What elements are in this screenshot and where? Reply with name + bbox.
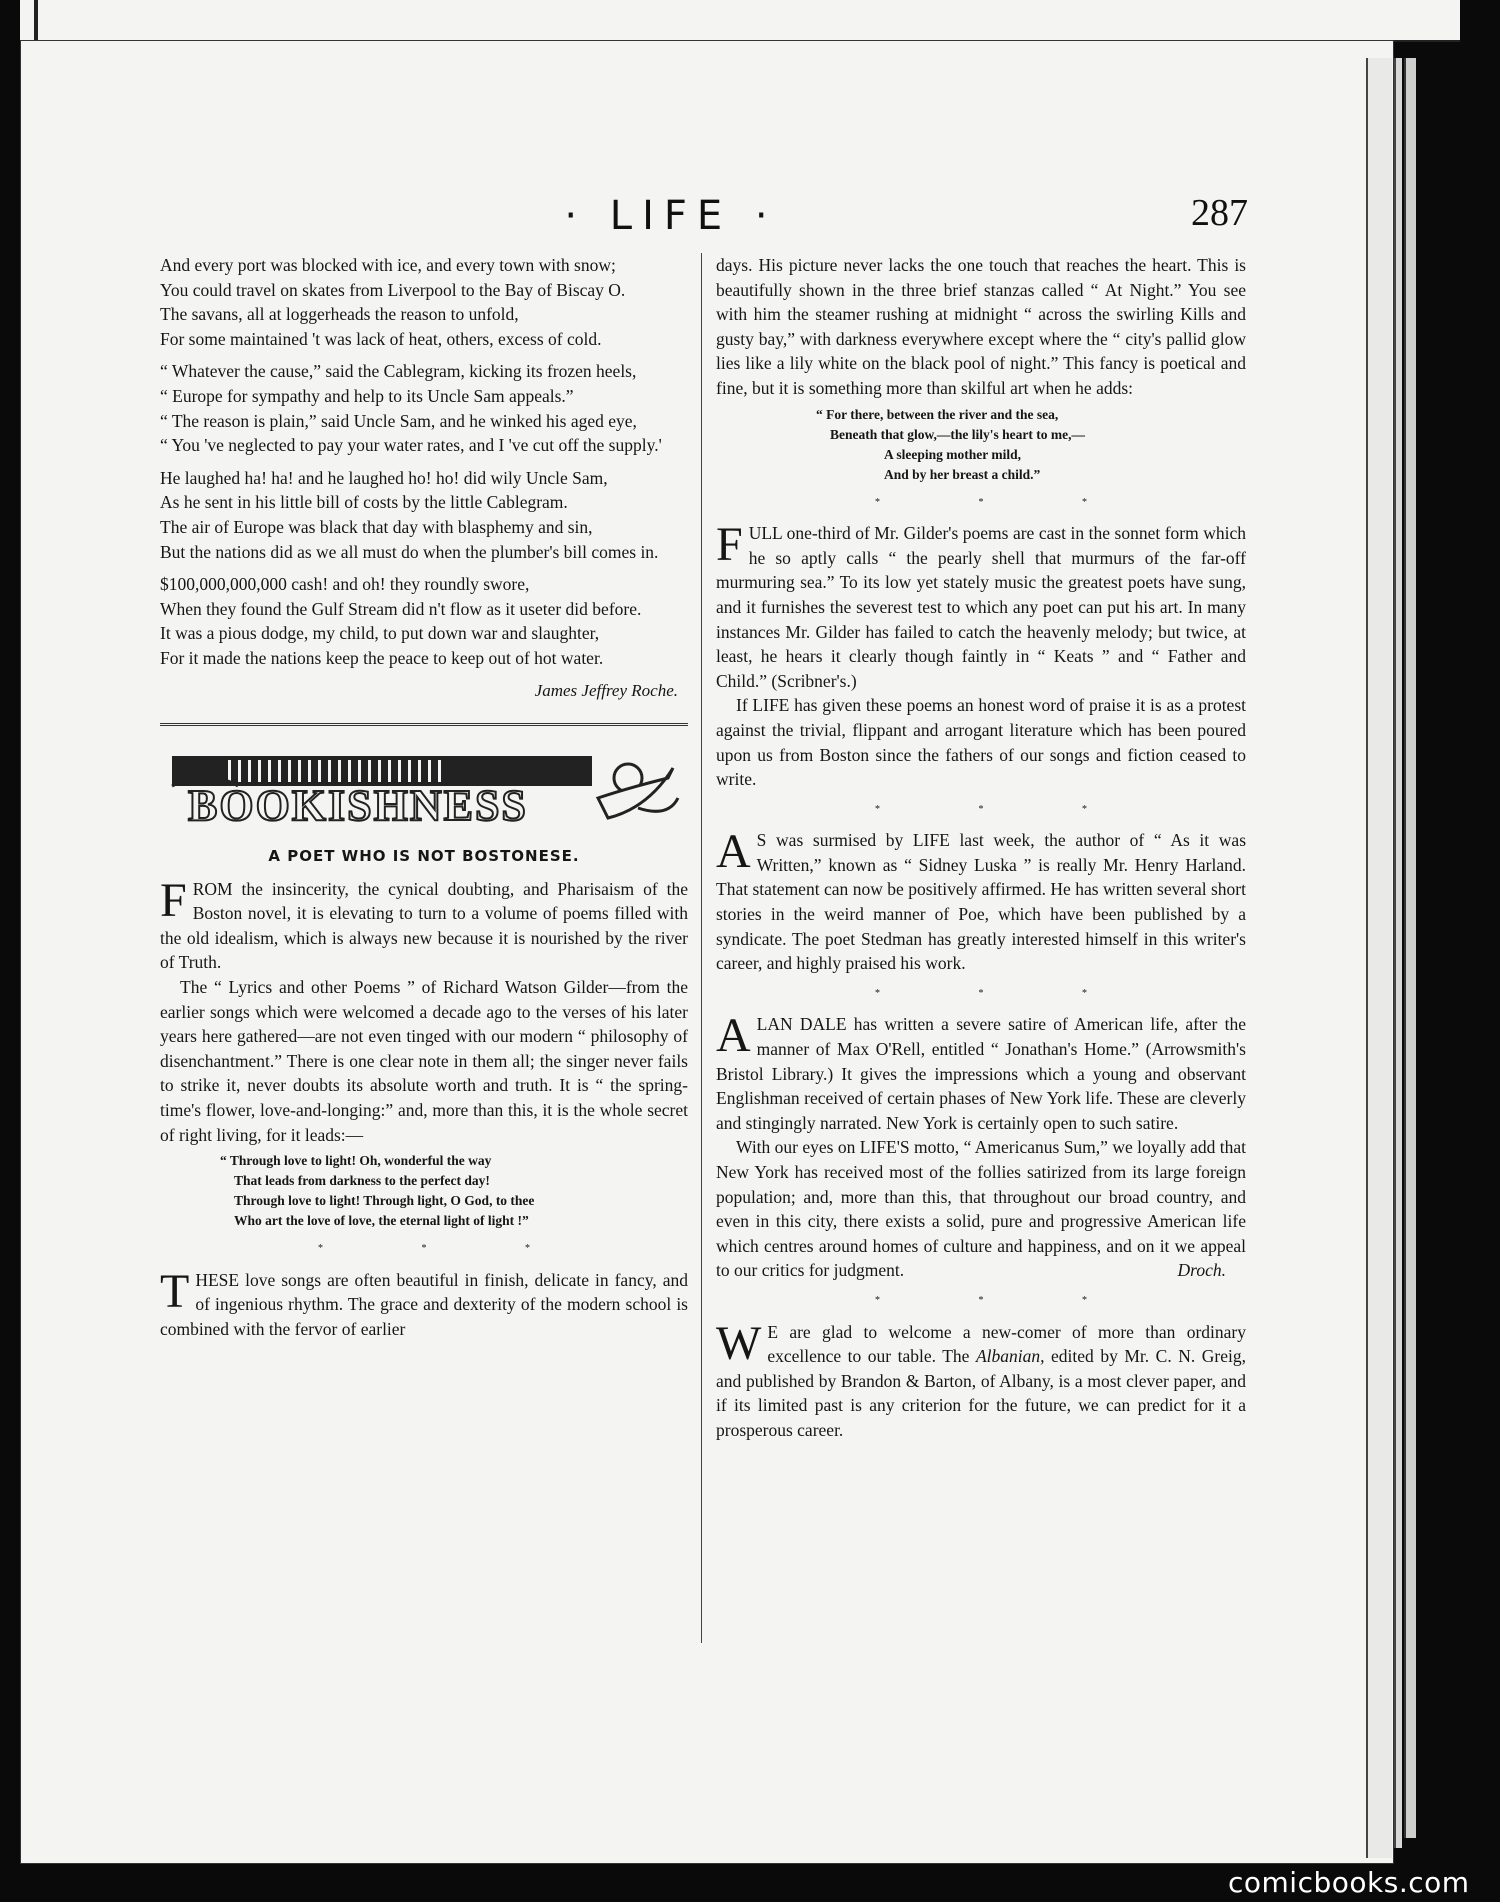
banner-lettering: BOOKISHNESS — [188, 781, 528, 831]
verse-line: A sleeping mother mild, — [884, 446, 1022, 462]
right-column — [716, 253, 1246, 1443]
article-paragraph — [716, 518, 1246, 693]
paragraph-text: S was surmised by LIFE last week, the author of “ As it was Written,” known as “ Sidney Luska ” is really Mr. Henry Harland. That statement can now be positively affirmed. He has written several short stories in the weird manner of Poe, which have been published by a syndicate. The poet Stedman has greatly interested himself in this writer's career, and highly praised his work. — [716, 830, 1246, 974]
paragraph-text: ULL one-third of Mr. Gilder's poems are cast in the sonnet form which he so aptly calls “ the pearly shell that murmurs of the far-off murmuring sea.” To its low yet stately music the greatest poets have sung, and it furnishes the severest test to which any poet can put his art. In many instances Mr. Gilder has failed to catch the heavenly melody; but twice, at least, he hears it clearly though faintly in “ Keats ” and “ Father and Child.” (Scribner's.) — [716, 523, 1246, 691]
page-number: 287 — [1191, 192, 1248, 234]
article-paragraph — [716, 1009, 1246, 1135]
drop-cap: A — [716, 825, 751, 879]
verse-line: “ For there, between the river and the sea, — [816, 406, 1059, 422]
section-stars: * * * — [875, 987, 1135, 999]
paragraph-text: ROM the insincerity, the cynical doubting, and Pharisaism of the Boston novel, it is elevating to turn to a volume of poems filled with the old idealism, which is always new because it is nourished by the river of Truth. — [160, 878, 688, 973]
scan-top-edge-mark — [34, 0, 38, 40]
verse-line: That leads from darkness to the perfect day! — [234, 1173, 490, 1189]
article-title: A POET WHO IS NOT BOSTONESE. — [268, 847, 580, 866]
poem-stanza — [160, 466, 688, 564]
poem-line: When they found the Gulf Stream did n't flow as it useter did before. — [160, 598, 642, 619]
verse-line: Through love to light! Through light, O God, to thee — [234, 1193, 535, 1209]
poem-line: And every port was blocked with ice, and every town with snow; — [160, 255, 616, 275]
page-edge — [1366, 58, 1392, 1858]
poem — [160, 253, 688, 703]
poem-line: The air of Europe was black that day with blasphemy and sin, — [160, 516, 593, 537]
verse-line: Beneath that glow,—the lily's heart to me,— — [830, 426, 1085, 442]
article-paragraph: days. His picture never lacks the one touch that reaches the heart. This is beautifully shown in the three brief stanzas called “ At Night.” You see with him the steamer rushing at midnight “ across the swirling Kills and gusty bay,” with darkness everywhere except where the “ city's pallid glow lies like a lily white on the black pool of night.” This fancy is poetical and fine, but it is something more than skilful art when he adds: — [716, 255, 1246, 398]
page-edge — [1394, 58, 1402, 1848]
column-divider — [701, 253, 702, 1643]
drop-cap: T — [160, 1264, 190, 1318]
paragraph-text: With our eyes on LIFE'S motto, “ Americanus Sum,” we loyally add that New York has received most of the follies satirized from its large foreign population; and, more than this, that throughout our broad country, and even in this city, there exists a solid, pure and progressive American life which centres around homes of culture and happiness, and on it we appeal to our critics for judgment. — [716, 1137, 1246, 1281]
poem-line: “ Europe for sympathy and help to its Uncle Sam appeals.” — [160, 385, 574, 406]
poem-line: $100,000,000,000 cash! and oh! they roundly swore, — [160, 574, 530, 595]
section-stars: * * * — [875, 803, 1135, 815]
article-paragraph: If LIFE has given these poems an honest word of praise it is as a protest against the trivial, flippant and arrogant literature which has been poured upon us from Boston since the fathers of our songs and fiction ceased to write. — [716, 695, 1246, 790]
verse-line: Who art the love of love, the eternal light of light !” — [234, 1213, 529, 1229]
paragraph-text: HESE love songs are often beautiful in finish, delicate in fancy, and of ingenious rhythm. The grace and dexterity of the modern school is combined with the fervor of earlier — [160, 1269, 688, 1339]
masthead: · LIFE · — [564, 193, 778, 239]
drop-cap: F — [160, 873, 187, 927]
drop-cap: F — [716, 518, 743, 572]
verse-line: And by her breast a child.” — [884, 466, 1041, 482]
scan-top-edge — [20, 0, 1460, 42]
poem-line: He laughed ha! ha! and he laughed ho! ho! did wily Uncle Sam, — [160, 467, 608, 488]
poem-stanza — [160, 253, 688, 351]
publication-name: Albanian, — [975, 1346, 1045, 1367]
article-paragraph: The “ Lyrics and other Poems ” of Richard Watson Gilder—from the earlier songs which were welcomed a decade ago to the verses of his later years here gathered—are not even tinged with our modern “ philosophy of disenchantment.” There is one clear note in them all; the singer never fails to strike it, never doubts its absolute worth and truth. It is “ the spring-time's flower, love-and-longing:” and, more than this, it is the whole secret of right living, for it leads:— — [160, 977, 688, 1145]
article-paragraph — [716, 1135, 1246, 1283]
page-edge — [1404, 58, 1416, 1838]
poem-line: For some maintained 't was lack of heat, others, excess of cold. — [160, 328, 602, 349]
poem-line: But the nations did as we all must do when the plumber's bill comes in. — [160, 541, 659, 562]
drop-cap: W — [716, 1316, 762, 1370]
poem-line: The savans, all at loggerheads the reason to unfold, — [160, 304, 519, 325]
paragraph-text: E are glad to welcome a new-comer of more than ordinary excellence to our table. The — [767, 1321, 1246, 1367]
bookishness-ornament — [168, 748, 680, 838]
article-paragraph — [716, 825, 1246, 976]
poem-stanza — [160, 359, 688, 457]
verse-quote — [816, 405, 1246, 485]
poem-signature: James Jeffrey Roche. — [534, 680, 678, 700]
poem-line: “ Whatever the cause,” said the Cablegram, kicking its frozen heels, — [160, 361, 637, 382]
article-paragraph — [160, 1264, 688, 1342]
section-stars: * * * — [318, 1243, 578, 1255]
poem-line: As he sent in his little bill of costs by the little Cablegram. — [160, 492, 568, 513]
article-paragraph — [716, 1316, 1246, 1443]
poem-stanza — [160, 572, 688, 670]
section-stars: * * * — [875, 496, 1135, 508]
drop-cap: A — [716, 1009, 751, 1063]
bookishness-banner — [168, 748, 680, 838]
verse-quote — [220, 1151, 688, 1231]
source-watermark: comicbooks.com — [1228, 1866, 1470, 1899]
poem-line: It was a pious dodge, my child, to put down war and slaughter, — [160, 623, 600, 644]
paragraph-text: edited by Mr. C. N. Greig, and published by Brandon & Barton, of Albany, is a most clever paper, and if its limited past is any criterion for the future, we can predict for it a prosperous career. — [716, 1346, 1246, 1440]
poem-line: “ The reason is plain,” said Uncle Sam, and he winked his aged eye, — [160, 410, 637, 431]
paragraph-text: LAN DALE has written a severe satire of American life, after the manner of Max O'Rell, entitled “ Jonathan's Home.” (Arrowsmith's Bristol Library.) It gives the impressions which a young and observant Englishman received of certain phases of New York life. These are cleverly and stingingly narrated. New York is certainly open to such satire. — [716, 1014, 1246, 1133]
verse-line: “ Through love to light! Oh, wonderful the way — [220, 1153, 492, 1169]
left-column — [160, 253, 688, 1342]
magazine-page — [20, 40, 1394, 1864]
poem-line: You could travel on skates from Liverpool to the Bay of Biscay O. — [160, 279, 626, 300]
poem-line: “ You 've neglected to pay your water rates, and I 've cut off the supply.' — [160, 435, 662, 456]
poem-line: For it made the nations keep the peace to keep out of hot water. — [160, 647, 604, 668]
section-stars: * * * — [875, 1294, 1135, 1306]
article-paragraph — [160, 873, 688, 975]
article-signature: Droch. — [1177, 1260, 1226, 1281]
section-rule — [160, 723, 688, 728]
